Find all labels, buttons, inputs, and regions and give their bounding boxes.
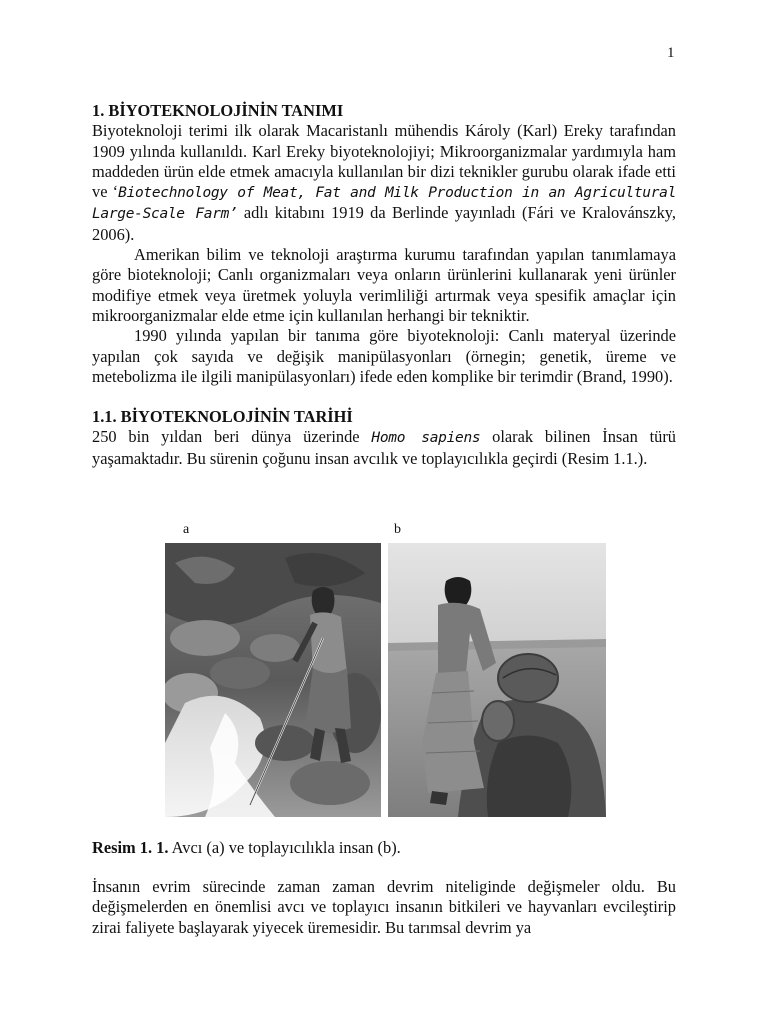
book-title: Biotechnology of Meat, Fat and Milk Production in an Agricultural Large-Scale Farm’ [92, 185, 677, 223]
document-body [92, 101, 676, 469]
paragraph-evolution: İnsanın evrim sürecinde zaman zaman devrim niteliginde değişmeler oldu. Bu değişmelerden en önemlisi avcı ve toplayıcı insanın bitkileri ve hayvanları evcileştirip zirai faliyete başlayarak yiyecek üremesidir. Bu tarımsal devrim ya [92, 877, 676, 937]
spacer [92, 387, 676, 407]
section-heading-definition: 1. BİYOTEKNOLOJİNİN TANIMI [92, 101, 344, 120]
page-number: 1 [667, 45, 675, 61]
figure-label-a: a [183, 522, 190, 537]
paragraph-1990-definition: 1990 yılında yapılan bir tanıma göre biyoteknoloji: Canlı materyal üzerinde yapılan çok sayıda ve değişik manipülasyonları (örnegin; genetik, üreme ve metebolizma ile ilgili manipülasyonları) ifede eden komplike bir terimdir (Brand, 1990). [92, 326, 676, 386]
paragraph-text: adlı kitabını 1919 da Berlinde yayınladı (Fári ve Kralovánszky, 2006). [92, 203, 676, 244]
photo-hunter [165, 543, 381, 817]
paragraph-text: 250 bin yıldan beri dünya üzerinde [92, 427, 372, 447]
paragraph-text: olarak bilinen İnsan türü yaşamaktadır. Bu sürenin çoğunu insan avcılık ve toplayıcılıkla geçirdi (Resim 1.1.). [92, 427, 676, 468]
paragraph-homo-sapiens [92, 427, 676, 469]
caption-text: Avcı (a) ve toplayıcılıkla insan (b). [168, 838, 401, 857]
caption-label: Resim 1. 1. [92, 838, 169, 857]
paragraph-ereky [92, 121, 676, 245]
paragraph-text: Biyoteknoloji terimi ilk olarak Macaristanlı mühendis Károly (Karl) Ereky tarafından 1909 yılında kullanıldı. Karl Ereky biyoteknolojiyi; Mikroorganizmalar yardımıyla ham maddeden ürün elde etmek amacıyla kullanılan bir dizi teknikler gurubu olarak ifade etti ve ‘ [92, 121, 676, 202]
figure-label-b: b [394, 522, 401, 537]
paragraph-american-definition: Amerikan bilim ve teknoloji araştırma kurumu tarafından yapılan tanımlamaya göre bioteknoloji; Canlı organizmaları veya onların ürünlerini kullanarak yeni ürünler modifiye etmek veya üretmek yoluyla verimliliği artırmak veya spesifik amaçlar için mikroorganizmalar elde etme için kullanılan herhangi bir tekniktir. [92, 245, 676, 325]
species-name: Homo sapiens [371, 430, 481, 447]
figure-caption [92, 838, 676, 858]
section-heading-history: 1.1. BİYOTEKNOLOJİNİN TARİHİ [92, 407, 353, 427]
photo-gatherer [388, 543, 606, 817]
